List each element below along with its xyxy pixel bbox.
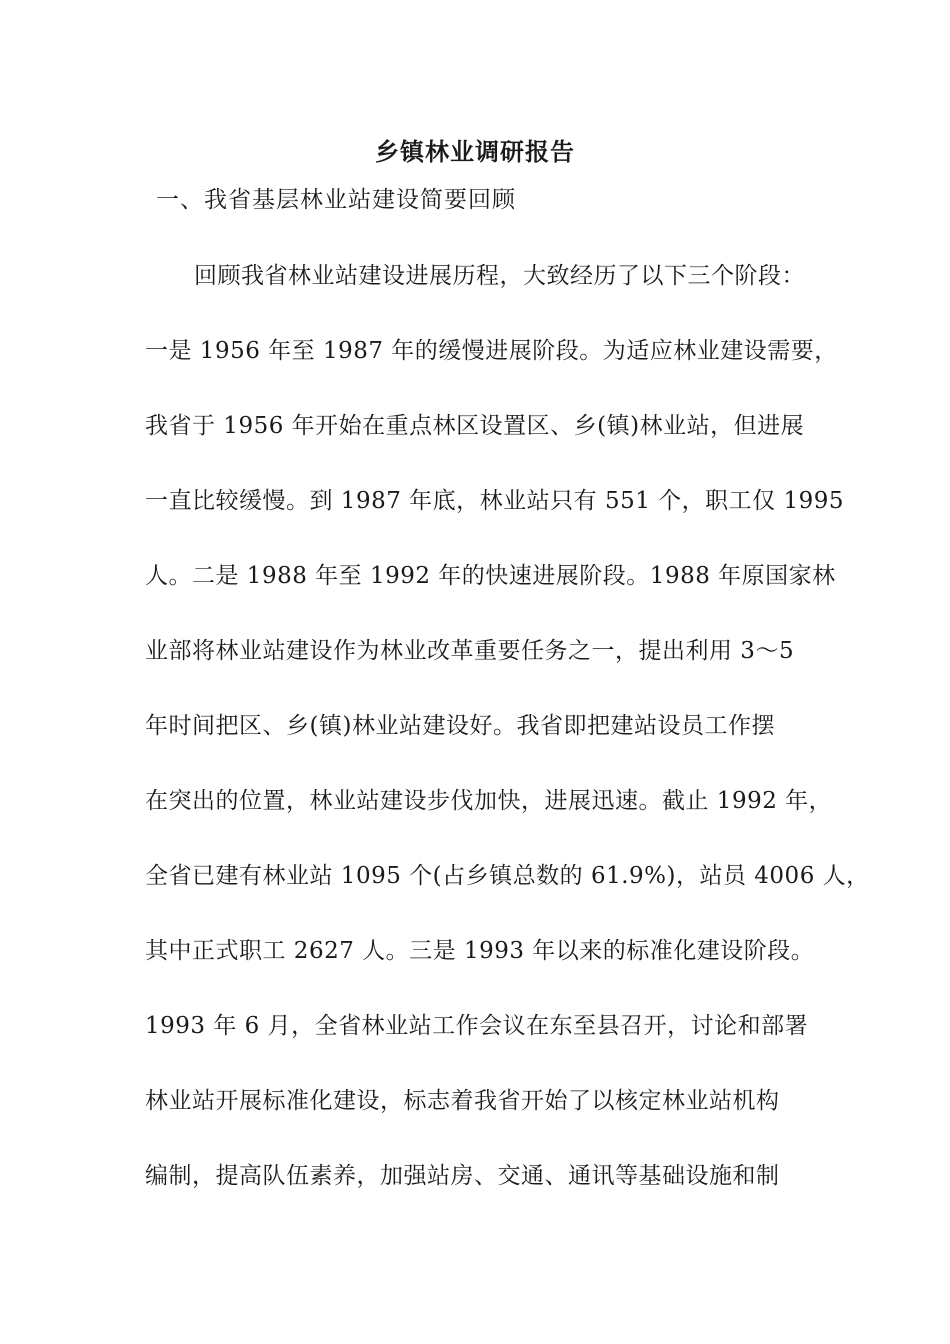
paragraph-line: 年时间把区、乡(镇)林业站建设好。我省即把建站设员工作摆 <box>145 713 775 739</box>
paragraph-line: 一直比较缓慢。到 1987 年底，林业站只有 551 个，职工仅 1995 <box>145 488 845 514</box>
section-heading: 一、我省基层林业站建设简要回顾 <box>156 187 516 213</box>
paragraph-line: 回顾我省林业站建设进展历程，大致经历了以下三个阶段： <box>194 263 805 289</box>
paragraph-line: 其中正式职工 2627 人。三是 1993 年以来的标准化建设阶段。 <box>145 938 815 964</box>
paragraph-line: 我省于 1956 年开始在重点林区设置区、乡(镇)林业站，但进展 <box>145 413 805 439</box>
paragraph-line: 编制，提高队伍素养，加强站房、交通、通讯等基础设施和制 <box>145 1163 780 1189</box>
paragraph-line: 一是 1956 年至 1987 年的缓慢进展阶段。为适应林业建设需要， <box>145 338 838 364</box>
document-title: 乡镇林业调研报告 <box>375 138 575 166</box>
paragraph-line: 业部将林业站建设作为林业改革重要任务之一，提出利用 3～5 <box>145 638 795 664</box>
paragraph-line: 1993 年 6 月，全省林业站工作会议在东至县召开，讨论和部署 <box>145 1013 809 1039</box>
paragraph-line: 林业站开展标准化建设，标志着我省开始了以核定林业站机构 <box>145 1088 780 1114</box>
paragraph-line: 全省已建有林业站 1095 个(占乡镇总数的 61.9%)，站员 4006 人， <box>145 863 870 889</box>
paragraph-line: 在突出的位置，林业站建设步伐加快，进展迅速。截止 1992 年， <box>145 788 833 814</box>
paragraph-line: 人。二是 1988 年至 1992 年的快速进展阶段。1988 年原国家林 <box>145 563 836 589</box>
